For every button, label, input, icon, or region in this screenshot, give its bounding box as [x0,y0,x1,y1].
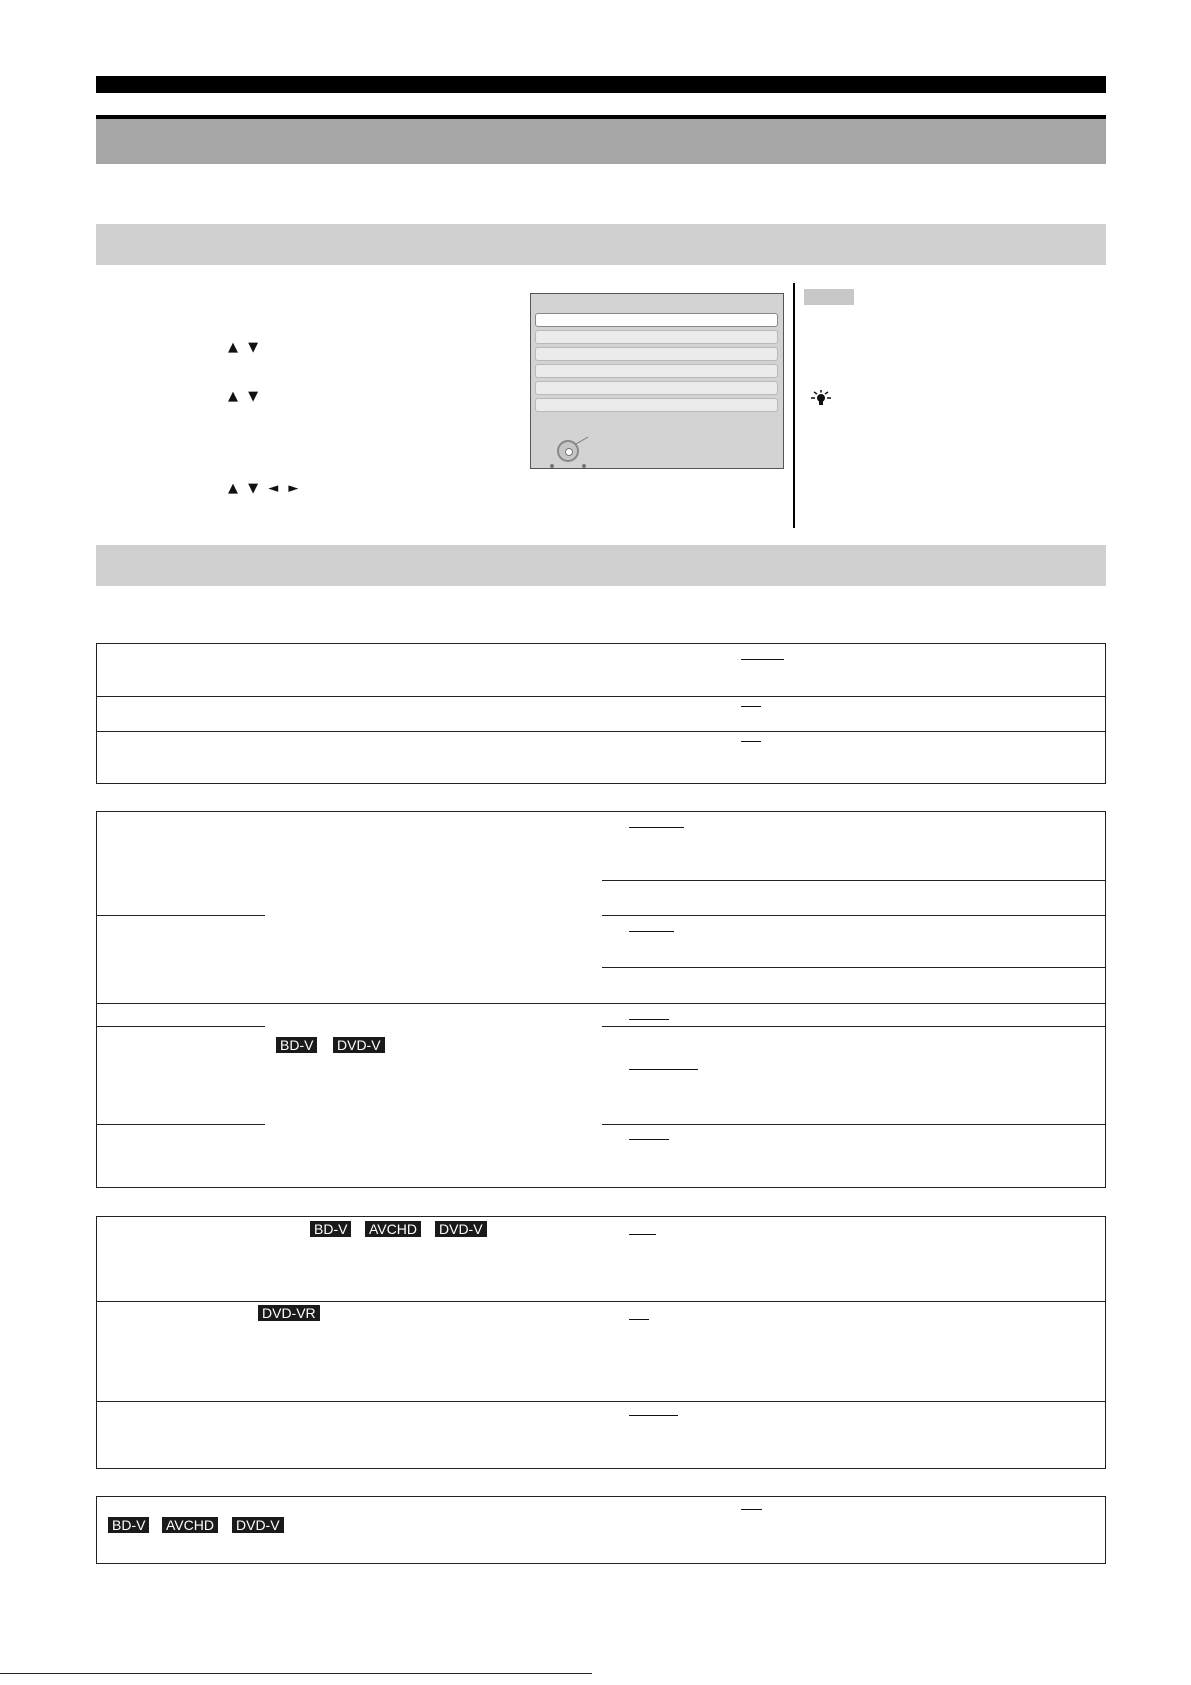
badge-avchd: AVCHD [162,1517,218,1533]
badge-bd-v: BD-V [310,1221,351,1237]
up-down-arrows: ▲ ▼ [228,340,262,355]
menu-row[interactable] [535,347,778,361]
menu-row[interactable] [535,330,778,344]
badge-dvd-v: DVD-V [333,1037,385,1053]
row-divider [97,696,1105,697]
page-title-band [96,119,1106,164]
row-divider [97,1026,265,1027]
header-black-bar [96,76,1106,93]
footer-rule [0,1673,592,1674]
row-divider [97,1301,1105,1302]
row-divider [602,967,1105,968]
default-underline [741,1509,762,1510]
menu-row-selected[interactable] [535,313,778,327]
default-underline [629,827,684,828]
pointer-line [576,437,589,445]
badge-dvd-v: DVD-V [232,1517,284,1533]
note-tag [804,289,854,305]
badge-avchd: AVCHD [365,1221,421,1237]
dot-icon [550,464,554,468]
section-band-settings [96,545,1106,586]
badge-bd-v: BD-V [276,1037,317,1053]
default-underline [629,1139,669,1140]
row-divider [97,731,1105,732]
row-divider [602,1026,1105,1027]
row-divider [602,1124,1105,1125]
default-underline [629,1319,649,1320]
row-divider [97,1124,265,1125]
default-underline [741,706,761,707]
dot-icon [582,464,586,468]
row-divider [602,880,1105,881]
default-underline [741,659,784,660]
default-underline [629,1234,656,1235]
badge-bd-v: BD-V [108,1517,149,1533]
badge-dvd-v: DVD-V [435,1221,487,1237]
default-underline [629,931,674,932]
row-divider [97,1003,1105,1004]
settings-table-3 [96,1216,1106,1469]
default-underline [629,1415,678,1416]
row-divider [97,915,265,916]
four-way-arrows: ▲ ▼ ◄ ► [228,481,302,496]
settings-table-1 [96,643,1106,784]
light-bulb-icon [809,390,833,406]
menu-row[interactable] [535,398,778,412]
menu-row[interactable] [535,381,778,395]
row-divider [97,1401,1105,1402]
row-divider [602,915,1105,916]
section-band-procedure [96,224,1106,265]
up-down-arrows: ▲ ▼ [228,389,262,404]
settings-table-2 [96,811,1106,1188]
note-divider [793,283,795,528]
default-underline [629,1019,669,1020]
menu-row[interactable] [535,364,778,378]
default-underline [629,1069,698,1070]
default-underline [741,741,761,742]
setup-menu-screen [530,293,784,469]
badge-dvd-vr: DVD-VR [258,1305,320,1321]
